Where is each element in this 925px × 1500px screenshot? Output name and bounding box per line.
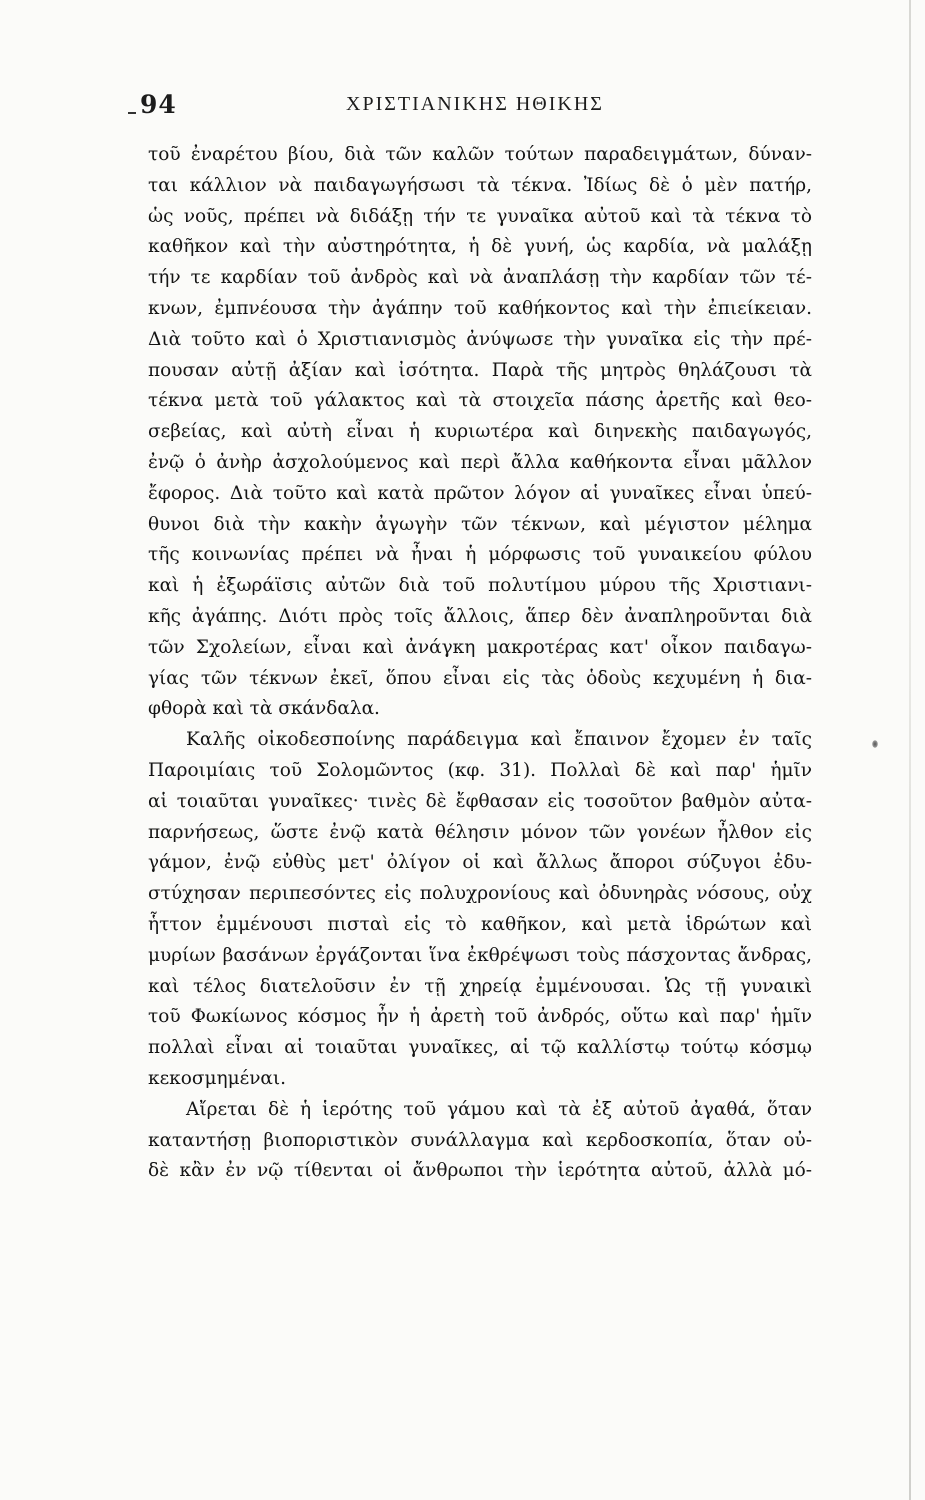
text-line: καὶ ἡ ἐξωράϊσις αὐτῶν διὰ τοῦ πολυτίμου μύρου τῆς Χριστιανι- <box>148 575 812 597</box>
body-text <box>148 140 812 1187</box>
text-line: παρνήσεως, ὥστε ἐνῷ κατὰ θέλησιν μόνον τῶν γονέων ἦλθον εἰς <box>148 821 812 843</box>
text-line: τῆς κοινωνίας πρέπει νὰ ἦναι ἡ μόρφωσις τοῦ γυναικείου φύλου <box>148 544 812 566</box>
text-line: ἐνῷ ὁ ἀνὴρ ἀσχολούμενος καὶ περὶ ἄλλα καθήκοντα εἶναι μᾶλλον <box>148 451 812 473</box>
text-line: ἔφορος. Διὰ τοῦτο καὶ κατὰ πρῶτον λόγον αἱ γυναῖκες εἶναι ὑπεύ- <box>148 482 812 504</box>
running-head: ΧΡΙΣΤΙΑΝΙΚΗΣ ΗΘΙΚΗΣ <box>346 93 604 115</box>
text-line: Παροιμίαις τοῦ Σολομῶντος (κφ. 31). Πολλαὶ δὲ καὶ παρ' ἡμῖν <box>148 759 812 781</box>
text-line: ται κάλλιον νὰ παιδαγωγήσωσι τὰ τέκνα. Ἰδίως δὲ ὁ μὲν πατήρ, <box>148 174 812 196</box>
text-line: μυρίων βασάνων ἐργάζονται ἵνα ἐκθρέψωσι τοὺς πάσχοντας ἄνδρας, <box>148 944 812 966</box>
text-line: γάμον, ἐνῷ εὐθὺς μετ' ὀλίγον οἱ καὶ ἄλλως ἄποροι σύζυγοι ἐδυ- <box>148 852 812 874</box>
ink-speck <box>872 740 878 748</box>
text-line: τῶν Σχολείων, εἶναι καὶ ἀνάγκη μακροτέρας κατ' οἶκον παιδαγω- <box>148 636 812 658</box>
text-line: σεβείας, καὶ αὐτὴ εἶναι ἡ κυριωτέρα καὶ διηνεκὴς παιδαγωγός, <box>148 421 812 443</box>
text-line: δὲ κἂν ἐν νῷ τίθενται οἱ ἄνθρωποι τὴν ἱερότητα αὐτοῦ, ἀλλὰ μό- <box>148 1160 812 1182</box>
paragraph <box>148 140 812 725</box>
text-line: τήν τε καρδίαν τοῦ ἀνδρὸς καὶ νὰ ἀναπλάσῃ τὴν καρδίαν τῶν τέ- <box>148 267 812 289</box>
text-line: καθῆκον καὶ τὴν αὐστηρότητα, ἡ δὲ γυνή, ὡς καρδία, νὰ μαλάξῃ <box>148 236 812 258</box>
text-line: Διὰ τοῦτο καὶ ὁ Χριστιανισμὸς ἀνύψωσε τὴν γυναῖκα εἰς τὴν πρέ- <box>148 328 812 350</box>
paragraph <box>148 1095 812 1187</box>
text-line: Αἴρεται δὲ ἡ ἱερότης τοῦ γάμου καὶ τὰ ἐξ αὐτοῦ ἀγαθά, ὅταν <box>186 1098 812 1120</box>
page-edge <box>909 0 911 1500</box>
text-line: καὶ τέλος διατελοῦσιν ἐν τῇ χηρείᾳ ἐμμένουσαι. Ὡς τῇ γυναικὶ <box>148 975 812 997</box>
text-line: φθορὰ καὶ τὰ σκάνδαλα. <box>148 698 380 720</box>
text-line: Καλῆς οἰκοδεσποίνης παράδειγμα καὶ ἔπαινον ἔχομεν ἐν ταῖς <box>186 729 812 751</box>
text-line: πολλαὶ εἶναι αἱ τοιαῦται γυναῖκες, αἱ τῷ καλλίστῳ τούτῳ κόσμῳ <box>148 1037 812 1059</box>
page-header <box>140 90 810 124</box>
text-line: πουσαν αὐτῇ ἀξίαν καὶ ἰσότητα. Παρὰ τῆς μητρὸς θηλάζουσι τὰ <box>148 359 812 381</box>
text-line: κνων, ἐμπνέουσα τὴν ἀγάπην τοῦ καθήκοντος καὶ τὴν ἐπιείκειαν. <box>148 297 812 319</box>
text-line: στύχησαν περιπεσόντες εἰς πολυχρονίους καὶ ὀδυνηρὰς νόσους, οὐχ <box>148 883 812 905</box>
text-line: θυνοι διὰ τὴν κακὴν ἀγωγὴν τῶν τέκνων, καὶ μέγιστον μέλημα <box>148 513 812 535</box>
text-line: ὡς νοῦς, πρέπει νὰ διδάξῃ τήν τε γυναῖκα αὐτοῦ καὶ τὰ τέκνα τὸ <box>148 205 812 227</box>
text-line: τοῦ ἐναρέτου βίου, διὰ τῶν καλῶν τούτων παραδειγμάτων, δύναν- <box>148 144 812 165</box>
page-number: 94 <box>140 90 177 119</box>
text-line: ἧττον ἐμμένουσι πισταὶ εἰς τὸ καθῆκον, καὶ μετὰ ἱδρώτων καὶ <box>148 913 812 935</box>
text-line: τοῦ Φωκίωνος κόσμος ἦν ἡ ἀρετὴ τοῦ ἀνδρός, οὕτω καὶ παρ' ἡμῖν <box>148 1006 812 1028</box>
text-line: γίας τῶν τέκνων ἐκεῖ, ὅπου εἶναι εἰς τὰς ὁδοὺς κεχυμένη ἡ δια- <box>148 667 812 689</box>
text-line: τέκνα μετὰ τοῦ γάλακτος καὶ τὰ στοιχεῖα πάσης ἀρετῆς καὶ θεο- <box>148 390 812 412</box>
text-line: αἱ τοιαῦται γυναῖκες· τινὲς δὲ ἔφθασαν εἰς τοσοῦτον βαθμὸν αὐτα- <box>148 790 812 812</box>
paragraph <box>148 725 812 1095</box>
text-line: κῆς ἀγάπης. Διότι πρὸς τοῖς ἄλλοις, ἅπερ δὲν ἀναπληροῦνται διὰ <box>148 605 812 627</box>
text-line: κεκοσμημέναι. <box>148 1067 287 1089</box>
text-line: καταντήσῃ βιοποριστικὸν συνάλλαγμα καὶ κερδοσκοπία, ὅταν οὐ- <box>148 1129 812 1151</box>
